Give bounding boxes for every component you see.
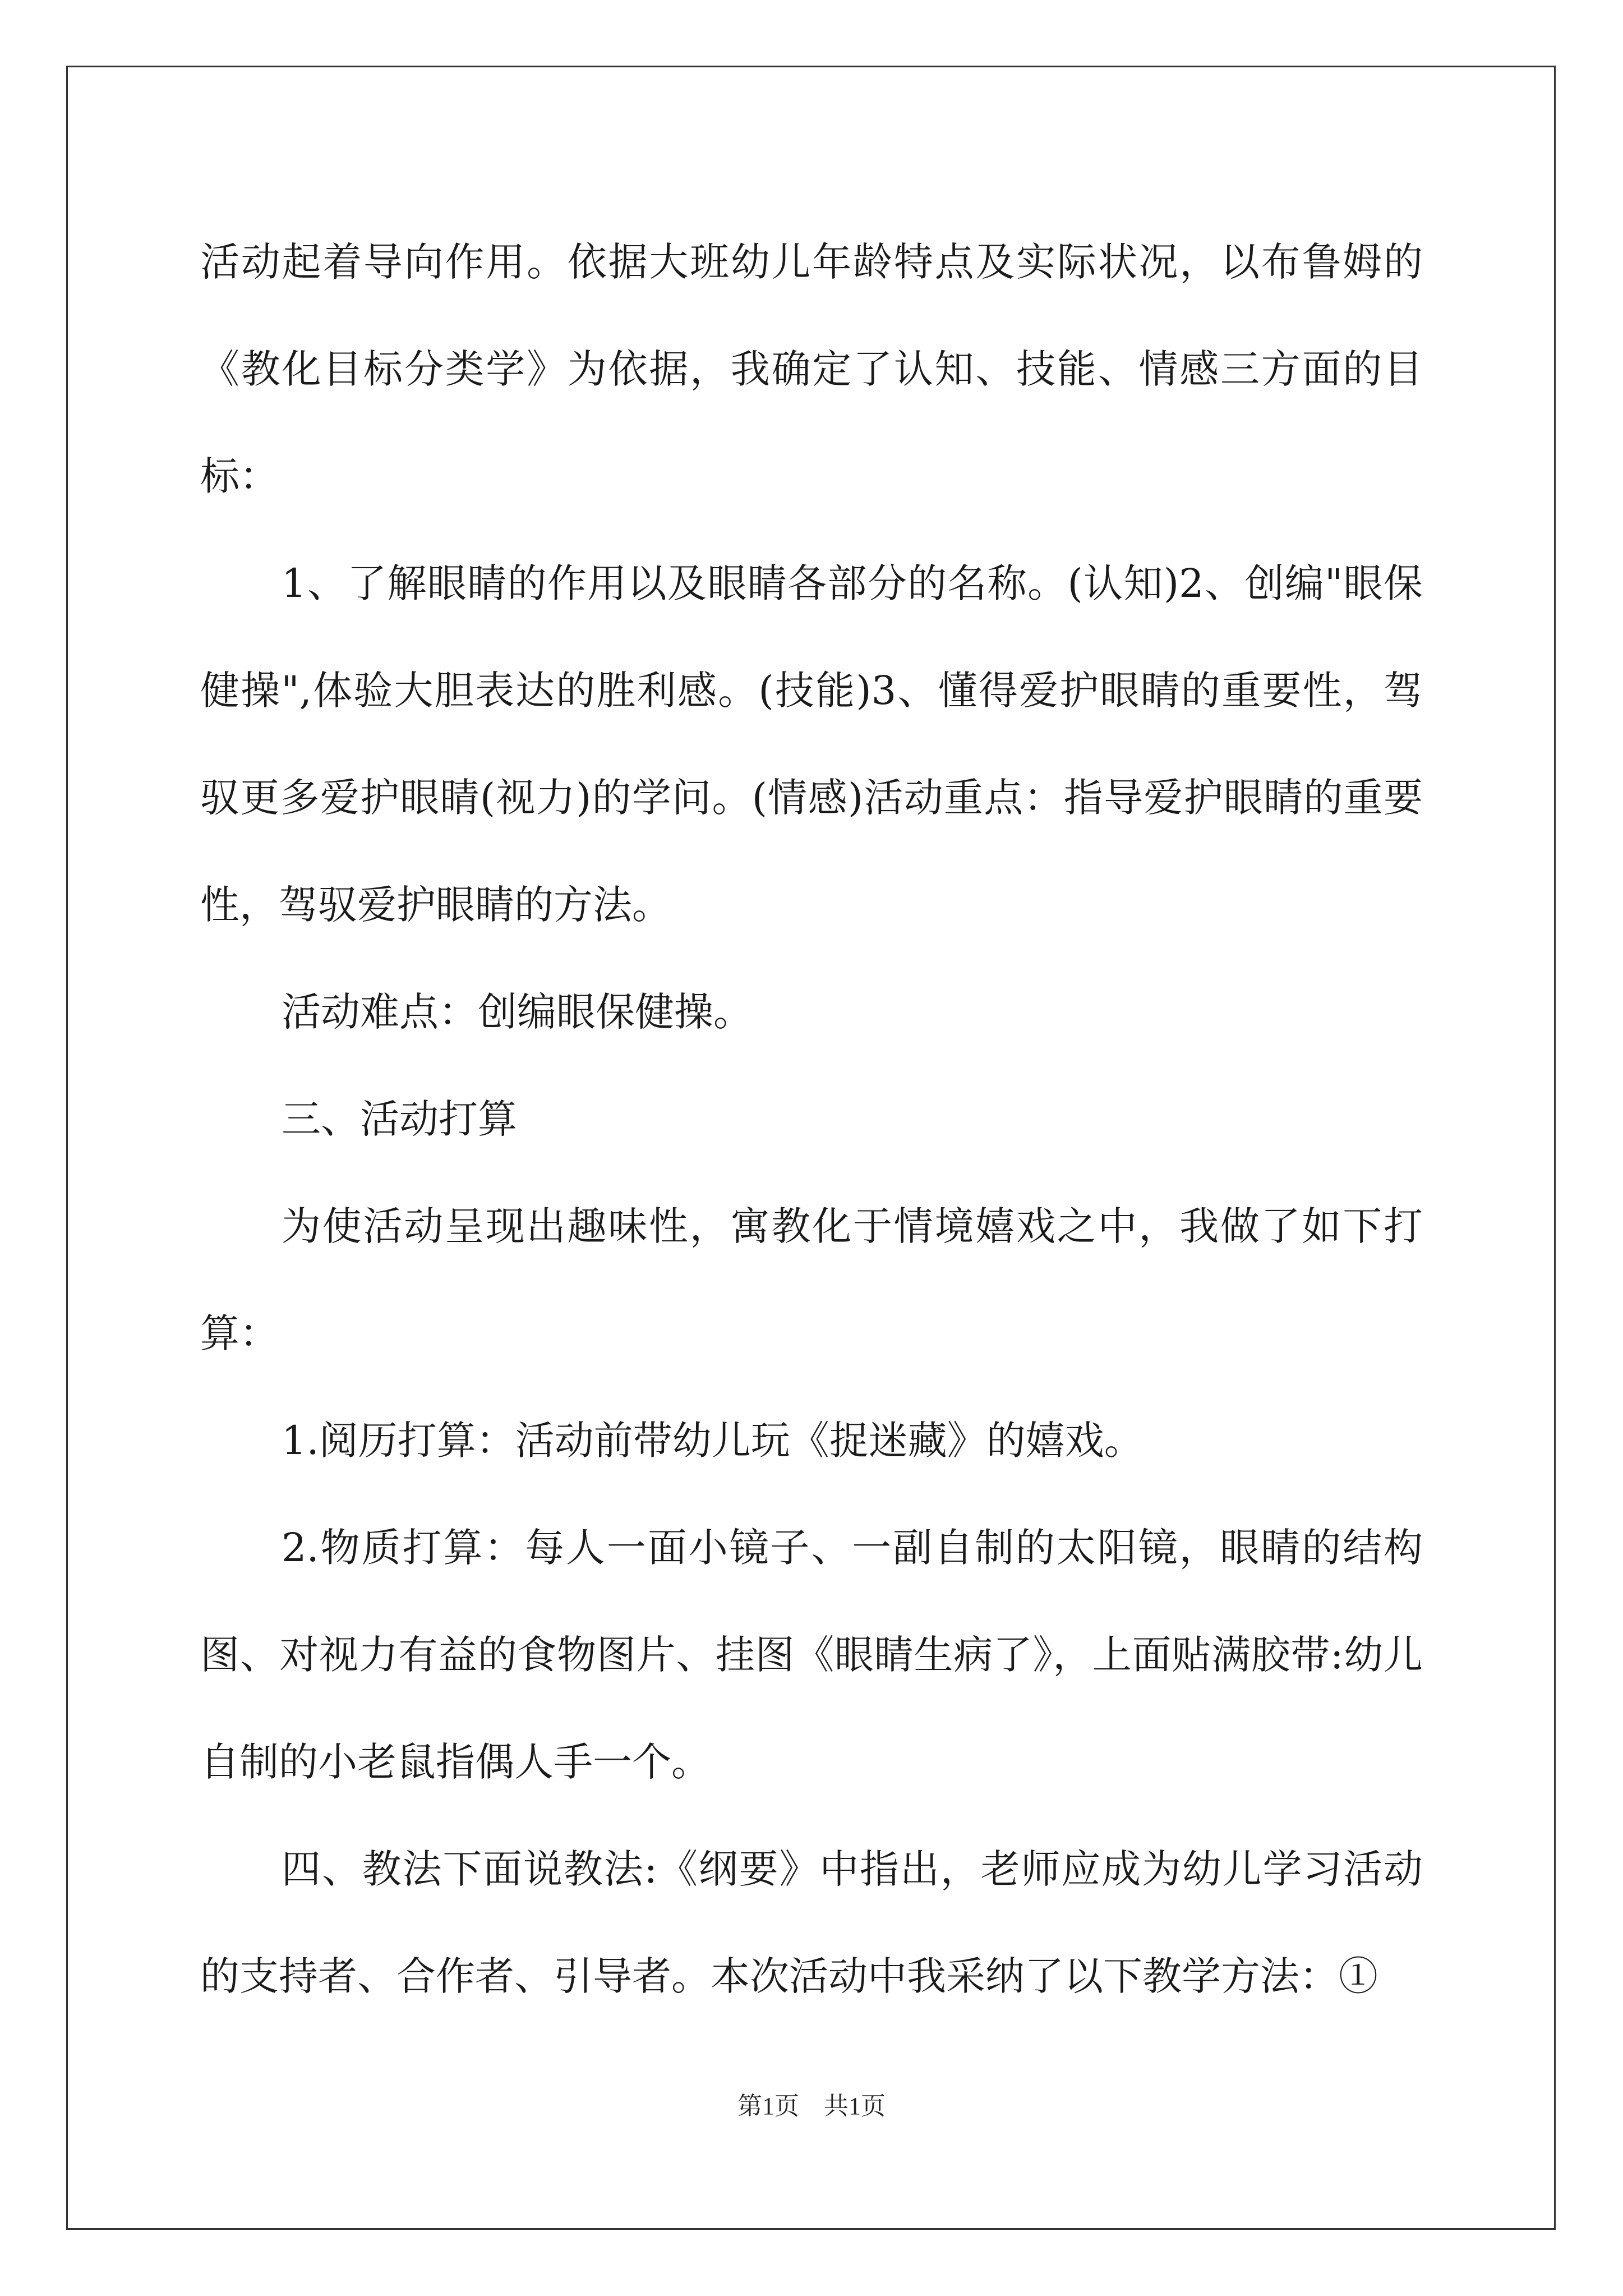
document-body	[200, 209, 1423, 2030]
paragraph-5: 为使活动呈现出趣味性，寓教化于情境嬉戏之中，我做了如下打算：	[200, 1203, 1423, 1356]
paragraph-6: 1.阅历打算：活动前带幼儿玩《捉迷藏》的嬉戏。	[282, 1418, 1144, 1464]
paragraph-8: 四、教法下面说教法:《纲要》中指出，老师应成为幼儿学习活动的支持者、合作者、引导者。本次活动中我采纳了以下教学方法：①	[200, 1846, 1423, 1999]
page-footer	[0, 2086, 1623, 2122]
page-total: 共1页	[824, 2092, 886, 2120]
page-number: 第1页	[737, 2092, 799, 2120]
paragraph-1: 活动起着导向作用。依据大班幼儿年龄特点及实际状况，以布鲁姆的《教化目标分类学》为依据，我确定了认知、技能、情感三方面的目标：	[200, 239, 1423, 499]
section-heading-preparation: 三、活动打算	[282, 1096, 517, 1142]
paragraph-7: 2.物质打算：每人一面小镜子、一副自制的太阳镜，眼睛的结构图、对视力有益的食物图片、挂图《眼睛生病了》，上面贴满胶带:幼儿自制的小老鼠指偶人手一个。	[200, 1525, 1423, 1785]
paragraph-3: 活动难点：创编眼保健操。	[282, 989, 753, 1035]
paragraph-2: 1、了解眼睛的作用以及眼睛各部分的名称。(认知)2、创编"眼保健操",体验大胆表达的胜利感。(技能)3、懂得爱护眼睛的重要性，驾驭更多爱护眼睛(视力)的学问。(情感)活动重点：指导爱护眼睛的重要性，驾驭爱护眼睛的方法。	[200, 560, 1423, 928]
